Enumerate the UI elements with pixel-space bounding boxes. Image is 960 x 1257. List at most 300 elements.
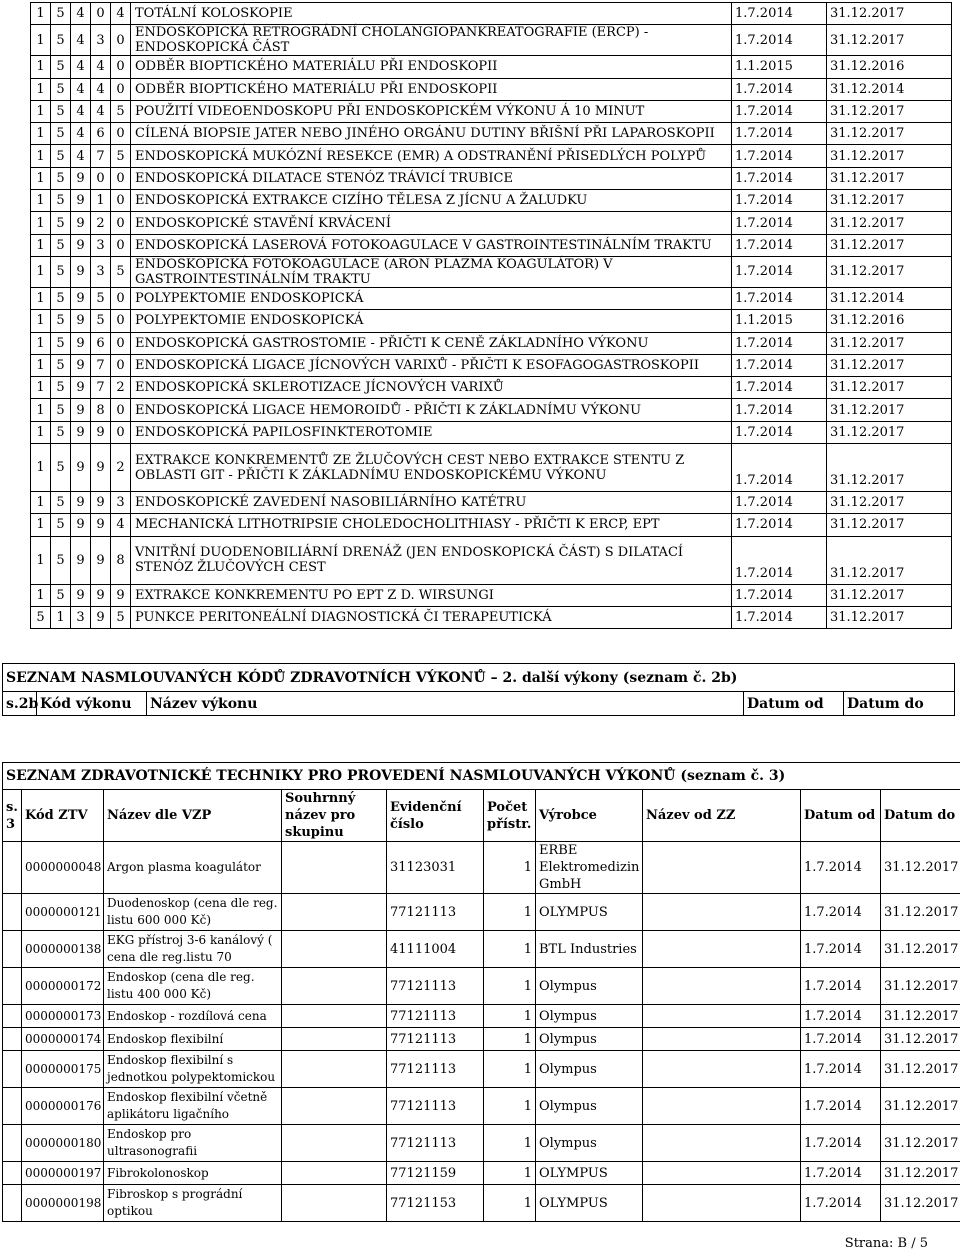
date-to: 31.12.2017	[827, 100, 952, 122]
equipment-header: Souhrnný název pro skupinu	[282, 790, 387, 842]
section2-title: SEZNAM NASMLOUVANÝCH KÓDŮ ZDRAVOTNÍCH VÝKONŮ – 2. další výkony (seznam č. 2b)	[3, 664, 955, 692]
equipment-ev: 77121113	[387, 1088, 484, 1125]
code-digit: 0	[111, 190, 131, 212]
code-name: ENDOSKOPICKÁ EXTRAKCE CIZÍHO TĚLESA Z JÍCNU A ŽALUDKU	[131, 190, 732, 212]
code-digit: 9	[71, 256, 91, 287]
code-digit: 4	[111, 514, 131, 536]
code-digit: 5	[51, 25, 71, 56]
code-row	[31, 167, 952, 189]
equipment-maker: OLYMPUS	[536, 894, 643, 931]
equipment-s3	[3, 1028, 22, 1051]
date-from: 1.7.2014	[732, 123, 827, 145]
code-digit: 0	[111, 123, 131, 145]
code-row	[31, 399, 952, 421]
equipment-cnt: 1	[484, 1051, 536, 1088]
code-digit: 1	[31, 3, 51, 25]
code-name: MECHANICKÁ LITHOTRIPSIE CHOLEDOCHOLITHIASY - PŘIČTI K ERCP, EPT	[131, 514, 732, 536]
code-digit: 5	[51, 310, 71, 332]
code-digit: 4	[71, 56, 91, 78]
equipment-from: 1.7.2014	[801, 894, 881, 931]
code-row	[31, 190, 952, 212]
equipment-header: Název od ZZ	[643, 790, 801, 842]
equipment-group	[282, 842, 387, 894]
code-name: ODBĚR BIOPTICKÉHO MATERIÁLU PŘI ENDOSKOPII	[131, 78, 732, 100]
equipment-cnt: 1	[484, 1088, 536, 1125]
equipment-row	[3, 931, 960, 968]
code-name: ENDOSKOPICKÁ LIGACE JÍCNOVÝCH VARIXŮ - PŘIČTI K ESOFAGOGASTROSKOPII	[131, 354, 732, 376]
code-digit: 5	[51, 492, 71, 514]
code-row	[31, 444, 952, 492]
code-digit: 5	[31, 606, 51, 628]
date-from: 1.7.2014	[732, 606, 827, 628]
page-footer: Strana: B / 5	[844, 1236, 928, 1251]
equipment-s3	[3, 1088, 22, 1125]
equipment-maker: Olympus	[536, 1088, 643, 1125]
equipment-cnt: 1	[484, 1185, 536, 1222]
equipment-from: 1.7.2014	[801, 842, 881, 894]
code-row	[31, 514, 952, 536]
equipment-group	[282, 1088, 387, 1125]
equipment-zz	[643, 894, 801, 931]
code-digit: 0	[111, 234, 131, 256]
code-digit: 5	[51, 167, 71, 189]
code-row	[31, 332, 952, 354]
equipment-to: 31.12.2017	[881, 1051, 960, 1088]
date-to: 31.12.2017	[827, 377, 952, 399]
equipment-from: 1.7.2014	[801, 1005, 881, 1028]
date-to: 31.12.2017	[827, 256, 952, 287]
code-digit: 9	[91, 514, 111, 536]
code-digit: 5	[111, 256, 131, 287]
code-digit: 1	[31, 492, 51, 514]
code-row	[31, 536, 952, 584]
code-digit: 9	[71, 584, 91, 606]
equipment-s3	[3, 1162, 22, 1185]
equipment-to: 31.12.2017	[881, 968, 960, 1005]
date-from: 1.7.2014	[732, 100, 827, 122]
col-s2b: s.2b	[3, 692, 37, 716]
code-name: POLYPEKTOMIE ENDOSKOPICKÁ	[131, 310, 732, 332]
code-digit: 1	[31, 234, 51, 256]
code-row	[31, 421, 952, 443]
equipment-from: 1.7.2014	[801, 1088, 881, 1125]
code-name: POLYPEKTOMIE ENDOSKOPICKÁ	[131, 287, 732, 309]
equipment-row	[3, 1051, 960, 1088]
code-digit: 5	[51, 56, 71, 78]
date-from: 1.7.2014	[732, 3, 827, 25]
equipment-zz	[643, 968, 801, 1005]
code-name: EXTRAKCE KONKREMENTŮ ZE ŽLUČOVÝCH CEST NEBO EXTRAKCE STENTU Z OBLASTI GIT - PŘIČTI K ZÁKLADNÍMU ENDOSKOPICKÉMU VÝKONU	[131, 444, 732, 492]
code-digit: 5	[111, 145, 131, 167]
date-from: 1.7.2014	[732, 212, 827, 234]
equipment-header: Datum od	[801, 790, 881, 842]
equipment-to: 31.12.2017	[881, 931, 960, 968]
col-to: Datum do	[844, 692, 955, 716]
code-name: POUŽITÍ VIDEOENDOSKOPU PŘI ENDOSKOPICKÉM VÝKONU Á 10 MINUT	[131, 100, 732, 122]
equipment-to: 31.12.2017	[881, 1088, 960, 1125]
equipment-from: 1.7.2014	[801, 1051, 881, 1088]
code-digit: 3	[71, 606, 91, 628]
equipment-code: 0000000048	[22, 842, 104, 894]
date-to: 31.12.2017	[827, 492, 952, 514]
date-to: 31.12.2017	[827, 514, 952, 536]
code-digit: 5	[51, 287, 71, 309]
code-name: TOTÁLNÍ KOLOSKOPIE	[131, 3, 732, 25]
equipment-maker: Olympus	[536, 1051, 643, 1088]
equipment-row	[3, 968, 960, 1005]
equipment-group	[282, 1185, 387, 1222]
equipment-maker: Olympus	[536, 1125, 643, 1162]
equipment-code: 0000000172	[22, 968, 104, 1005]
code-digit: 0	[111, 25, 131, 56]
code-digit: 4	[71, 3, 91, 25]
code-digit: 3	[91, 234, 111, 256]
code-digit: 2	[91, 212, 111, 234]
equipment-header: Kód ZTV	[22, 790, 104, 842]
equipment-ev: 77121113	[387, 1051, 484, 1088]
code-digit: 3	[91, 256, 111, 287]
equipment-s3	[3, 968, 22, 1005]
equipment-maker: Olympus	[536, 1005, 643, 1028]
equipment-s3	[3, 1125, 22, 1162]
equipment-row	[3, 894, 960, 931]
equipment-cnt: 1	[484, 1005, 536, 1028]
date-to: 31.12.2017	[827, 167, 952, 189]
equipment-to: 31.12.2017	[881, 894, 960, 931]
code-name: ENDOSKOPICKÁ SKLEROTIZACE JÍCNOVÝCH VARIXŮ	[131, 377, 732, 399]
equipment-s3	[3, 1005, 22, 1028]
code-digit: 9	[91, 606, 111, 628]
code-digit: 0	[111, 399, 131, 421]
code-digit: 5	[51, 3, 71, 25]
code-name: ODBĚR BIOPTICKÉHO MATERIÁLU PŘI ENDOSKOPII	[131, 56, 732, 78]
equipment-to: 31.12.2017	[881, 1185, 960, 1222]
equipment-name: Argon plasma koagulátor	[104, 842, 282, 894]
date-to: 31.12.2014	[827, 287, 952, 309]
equipment-to: 31.12.2017	[881, 1005, 960, 1028]
date-to: 31.12.2017	[827, 145, 952, 167]
code-digit: 5	[51, 190, 71, 212]
code-digit: 9	[91, 492, 111, 514]
equipment-ev: 77121159	[387, 1162, 484, 1185]
code-digit: 1	[31, 190, 51, 212]
code-digit: 5	[51, 145, 71, 167]
code-digit: 5	[51, 123, 71, 145]
date-to: 31.12.2017	[827, 536, 952, 584]
equipment-name: Endoskop pro ultrasonografii	[104, 1125, 282, 1162]
section3-title: SEZNAM ZDRAVOTNICKÉ TECHNIKY PRO PROVEDENÍ NASMLOUVANÝCH VÝKONŮ (seznam č. 3)	[3, 763, 960, 790]
code-row	[31, 100, 952, 122]
code-digit: 7	[91, 354, 111, 376]
equipment-cnt: 1	[484, 842, 536, 894]
code-row	[31, 212, 952, 234]
equipment-name: Fibroskop s prográdní optikou	[104, 1185, 282, 1222]
date-from: 1.7.2014	[732, 167, 827, 189]
section2-table	[2, 663, 955, 716]
equipment-zz	[643, 1028, 801, 1051]
date-from: 1.7.2014	[732, 256, 827, 287]
equipment-group	[282, 894, 387, 931]
date-from: 1.7.2014	[732, 354, 827, 376]
code-name: PUNKCE PERITONEÁLNÍ DIAGNOSTICKÁ ČI TERAPEUTICKÁ	[131, 606, 732, 628]
code-digit: 1	[51, 606, 71, 628]
code-digit: 0	[111, 212, 131, 234]
code-name: CÍLENÁ BIOPSIE JATER NEBO JINÉHO ORGÁNU DUTINY BŘIŠNÍ PŘI LAPAROSKOPII	[131, 123, 732, 145]
code-name: ENDOSKOPICKÁ RETROGRÁDNÍ CHOLANGIOPANKREATOGRAFIE (ERCP) - ENDOSKOPICKÁ ČÁST	[131, 25, 732, 56]
code-digit: 9	[71, 354, 91, 376]
code-digit: 9	[91, 584, 111, 606]
code-row	[31, 256, 952, 287]
code-digit: 5	[51, 421, 71, 443]
equipment-ev: 77121113	[387, 1005, 484, 1028]
equipment-row	[3, 1005, 960, 1028]
date-from: 1.7.2014	[732, 190, 827, 212]
date-to: 31.12.2017	[827, 584, 952, 606]
date-from: 1.7.2014	[732, 287, 827, 309]
equipment-to: 31.12.2017	[881, 1162, 960, 1185]
equipment-group	[282, 1051, 387, 1088]
equipment-code: 0000000175	[22, 1051, 104, 1088]
code-row	[31, 606, 952, 628]
code-digit: 2	[111, 444, 131, 492]
code-digit: 4	[111, 3, 131, 25]
code-digit: 1	[91, 190, 111, 212]
equipment-zz	[643, 1162, 801, 1185]
equipment-header: Datum do	[881, 790, 960, 842]
date-to: 31.12.2017	[827, 190, 952, 212]
code-digit: 9	[71, 212, 91, 234]
date-from: 1.7.2014	[732, 421, 827, 443]
code-digit: 1	[31, 377, 51, 399]
equipment-zz	[643, 1005, 801, 1028]
date-from: 1.7.2014	[732, 399, 827, 421]
equipment-from: 1.7.2014	[801, 1028, 881, 1051]
equipment-name: EKG přístroj 3-6 kanálový ( cena dle reg.listu 70	[104, 931, 282, 968]
equipment-cnt: 1	[484, 1125, 536, 1162]
equipment-maker: OLYMPUS	[536, 1162, 643, 1185]
equipment-from: 1.7.2014	[801, 931, 881, 968]
date-from: 1.7.2014	[732, 25, 827, 56]
date-to: 31.12.2016	[827, 56, 952, 78]
date-to: 31.12.2016	[827, 310, 952, 332]
code-digit: 9	[71, 310, 91, 332]
date-from: 1.7.2014	[732, 492, 827, 514]
code-name: ENDOSKOPICKÁ LASEROVÁ FOTOKOAGULACE V GASTROINTESTINÁLNÍM TRAKTU	[131, 234, 732, 256]
code-digit: 9	[71, 421, 91, 443]
date-from: 1.7.2014	[732, 234, 827, 256]
code-digit: 5	[91, 287, 111, 309]
code-row	[31, 145, 952, 167]
code-digit: 0	[111, 310, 131, 332]
date-from: 1.7.2014	[732, 78, 827, 100]
code-row	[31, 123, 952, 145]
code-digit: 0	[111, 354, 131, 376]
code-digit: 1	[31, 310, 51, 332]
equipment-row	[3, 842, 960, 894]
code-digit: 8	[111, 536, 131, 584]
code-digit: 1	[31, 354, 51, 376]
equipment-name: Endoskop - rozdílová cena	[104, 1005, 282, 1028]
code-digit: 1	[31, 584, 51, 606]
code-digit: 5	[51, 256, 71, 287]
code-row	[31, 78, 952, 100]
code-digit: 6	[91, 123, 111, 145]
equipment-maker: OLYMPUS	[536, 1185, 643, 1222]
code-digit: 5	[51, 100, 71, 122]
code-digit: 0	[111, 167, 131, 189]
date-from: 1.7.2014	[732, 536, 827, 584]
equipment-maker: ERBE Elektromedizin GmbH	[536, 842, 643, 894]
code-row	[31, 354, 952, 376]
code-digit: 4	[71, 25, 91, 56]
equipment-row	[3, 1162, 960, 1185]
code-name: ENDOSKOPICKÁ PAPILOSFINKTEROTOMIE	[131, 421, 732, 443]
equipment-name: Endoskop flexibilní s jednotkou polypektomickou	[104, 1051, 282, 1088]
code-digit: 1	[31, 399, 51, 421]
code-row	[31, 3, 952, 25]
date-to: 31.12.2017	[827, 399, 952, 421]
code-digit: 0	[91, 3, 111, 25]
equipment-group	[282, 1162, 387, 1185]
date-to: 31.12.2017	[827, 421, 952, 443]
code-name: EXTRAKCE KONKREMENTU PO EPT Z D. WIRSUNGI	[131, 584, 732, 606]
equipment-cnt: 1	[484, 1028, 536, 1051]
equipment-header: Název dle VZP	[104, 790, 282, 842]
code-digit: 9	[71, 492, 91, 514]
code-row	[31, 25, 952, 56]
code-digit: 5	[111, 606, 131, 628]
col-code: Kód výkonu	[37, 692, 147, 716]
equipment-ev: 77121113	[387, 1125, 484, 1162]
date-from: 1.1.2015	[732, 310, 827, 332]
equipment-code: 0000000198	[22, 1185, 104, 1222]
equipment-code: 0000000173	[22, 1005, 104, 1028]
equipment-cnt: 1	[484, 968, 536, 1005]
equipment-zz	[643, 931, 801, 968]
equipment-code: 0000000138	[22, 931, 104, 968]
equipment-code: 0000000176	[22, 1088, 104, 1125]
equipment-header: Počet přístr.	[484, 790, 536, 842]
code-digit: 1	[31, 123, 51, 145]
equipment-code: 0000000197	[22, 1162, 104, 1185]
code-name: ENDOSKOPICKÁ LIGACE HEMOROIDŮ - PŘIČTI K ZÁKLADNÍMU VÝKONU	[131, 399, 732, 421]
date-from: 1.1.2015	[732, 56, 827, 78]
equipment-code: 0000000121	[22, 894, 104, 931]
code-name: ENDOSKOPICKÉ ZAVEDENÍ NASOBILIÁRNÍHO KATÉTRU	[131, 492, 732, 514]
code-digit: 0	[91, 167, 111, 189]
code-digit: 3	[91, 25, 111, 56]
code-digit: 5	[51, 234, 71, 256]
code-digit: 1	[31, 145, 51, 167]
code-digit: 9	[71, 399, 91, 421]
equipment-cnt: 1	[484, 931, 536, 968]
equipment-to: 31.12.2017	[881, 1125, 960, 1162]
procedure-codes-table	[30, 2, 952, 629]
code-digit: 1	[31, 167, 51, 189]
equipment-zz	[643, 842, 801, 894]
code-name: ENDOSKOPICKÁ MUKÓZNÍ RESEKCE (EMR) A ODSTRANĚNÍ PŘISEDLÝCH POLYPŮ	[131, 145, 732, 167]
equipment-maker: BTL Industries	[536, 931, 643, 968]
date-to: 31.12.2017	[827, 444, 952, 492]
equipment-s3	[3, 842, 22, 894]
code-digit: 2	[111, 377, 131, 399]
code-digit: 4	[91, 100, 111, 122]
code-digit: 9	[71, 444, 91, 492]
date-to: 31.12.2017	[827, 123, 952, 145]
date-to: 31.12.2017	[827, 3, 952, 25]
equipment-group	[282, 1125, 387, 1162]
code-digit: 3	[111, 492, 131, 514]
code-digit: 9	[111, 584, 131, 606]
code-digit: 1	[31, 536, 51, 584]
code-digit: 7	[91, 145, 111, 167]
code-digit: 1	[31, 287, 51, 309]
code-digit: 4	[71, 145, 91, 167]
code-digit: 4	[71, 100, 91, 122]
code-digit: 0	[111, 287, 131, 309]
code-row	[31, 234, 952, 256]
equipment-ev: 77121113	[387, 1028, 484, 1051]
code-digit: 1	[31, 100, 51, 122]
code-digit: 0	[111, 56, 131, 78]
code-digit: 7	[91, 377, 111, 399]
code-digit: 5	[51, 584, 71, 606]
equipment-s3	[3, 894, 22, 931]
equipment-ev: 77121113	[387, 968, 484, 1005]
equipment-group	[282, 968, 387, 1005]
col-name: Název výkonu	[147, 692, 744, 716]
equipment-ev: 77121113	[387, 894, 484, 931]
code-digit: 4	[71, 78, 91, 100]
equipment-cnt: 1	[484, 894, 536, 931]
equipment-code: 0000000174	[22, 1028, 104, 1051]
code-name: VNITŘNÍ DUODENOBILIÁRNÍ DRENÁŽ (JEN ENDOSKOPICKÁ ČÁST) S DILATACÍ STENÓZ ŽLUČOVÝCH CEST	[131, 536, 732, 584]
date-to: 31.12.2014	[827, 78, 952, 100]
code-digit: 1	[31, 56, 51, 78]
date-from: 1.7.2014	[732, 444, 827, 492]
code-name: ENDOSKOPICKÁ FOTOKOAGULACE (ARON PLAZMA KOAGULÁTOR) V GASTROINTESTINÁLNÍM TRAKTU	[131, 256, 732, 287]
code-digit: 5	[91, 310, 111, 332]
code-digit: 1	[31, 212, 51, 234]
code-digit: 9	[71, 536, 91, 584]
date-from: 1.7.2014	[732, 377, 827, 399]
code-row	[31, 287, 952, 309]
code-digit: 5	[51, 212, 71, 234]
date-to: 31.12.2017	[827, 354, 952, 376]
code-digit: 9	[91, 444, 111, 492]
equipment-table	[2, 762, 960, 1222]
code-row	[31, 377, 952, 399]
equipment-zz	[643, 1185, 801, 1222]
date-to: 31.12.2017	[827, 606, 952, 628]
code-digit: 5	[51, 536, 71, 584]
equipment-name: Endoskop flexibilní	[104, 1028, 282, 1051]
date-to: 31.12.2017	[827, 25, 952, 56]
code-digit: 5	[51, 377, 71, 399]
date-from: 1.7.2014	[732, 514, 827, 536]
date-from: 1.7.2014	[732, 145, 827, 167]
equipment-group	[282, 1028, 387, 1051]
equipment-header: Výrobce	[536, 790, 643, 842]
equipment-header: s. 3	[3, 790, 22, 842]
code-digit: 5	[111, 100, 131, 122]
code-digit: 9	[71, 377, 91, 399]
equipment-to: 31.12.2017	[881, 1028, 960, 1051]
code-digit: 4	[71, 123, 91, 145]
equipment-ev: 41111004	[387, 931, 484, 968]
code-name: ENDOSKOPICKÁ GASTROSTOMIE - PŘIČTI K CENĚ ZÁKLADNÍHO VÝKONU	[131, 332, 732, 354]
code-name: ENDOSKOPICKÁ DILATACE STENÓZ TRÁVICÍ TRUBICE	[131, 167, 732, 189]
